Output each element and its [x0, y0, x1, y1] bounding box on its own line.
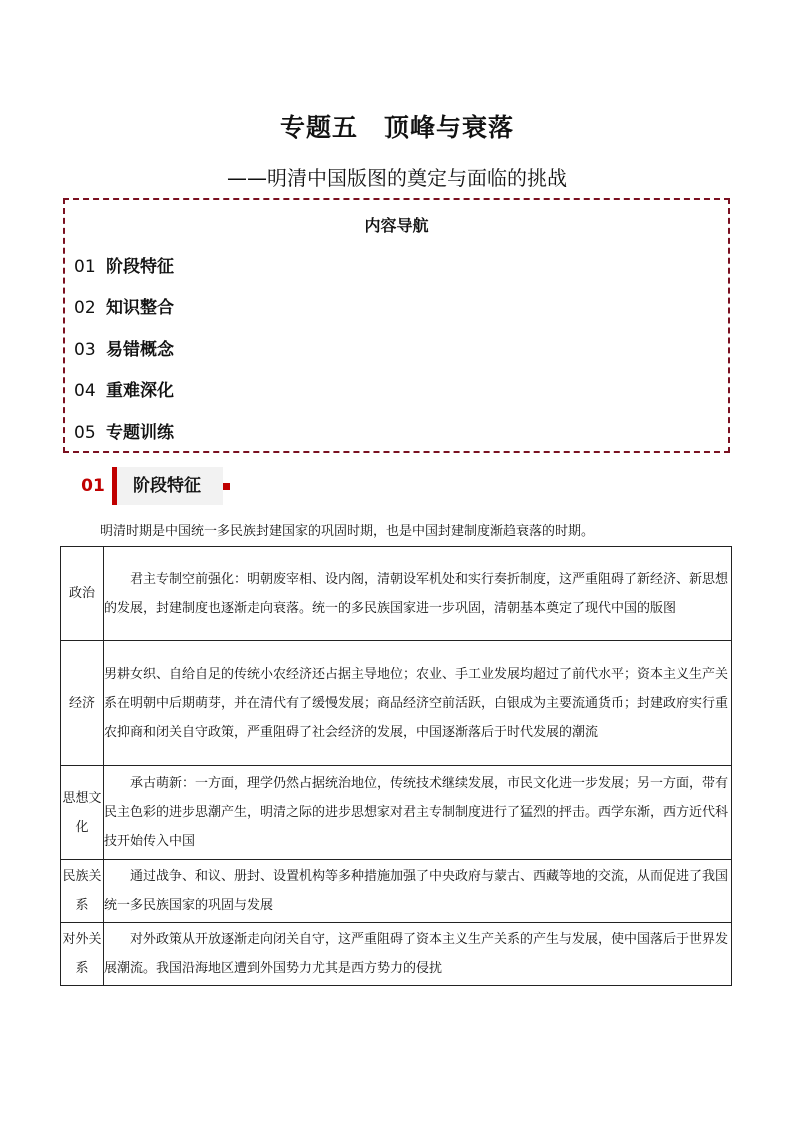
nav-item-2[interactable]	[74, 296, 174, 320]
nav-item-label: 阶段特征	[106, 257, 174, 277]
table-category-cell: 政治	[61, 547, 104, 641]
nav-item-number: 05	[74, 423, 96, 443]
table-category-cell: 思想文化	[61, 766, 104, 860]
square-bullet-icon	[223, 483, 230, 490]
table-category-cell: 经济	[61, 641, 104, 766]
nav-item-4[interactable]	[74, 379, 174, 403]
table-row	[61, 860, 732, 923]
table-category-cell: 对外关系	[61, 923, 104, 986]
nav-item-3[interactable]	[74, 338, 174, 362]
nav-item-number: 02	[74, 298, 96, 318]
page-title: 专题五 顶峰与衰落	[279, 113, 514, 142]
content-navigation-box	[63, 198, 730, 453]
page-subtitle: ——明清中国版图的奠定与面临的挑战	[227, 166, 567, 190]
section-heading	[74, 467, 234, 505]
stage-features-table	[60, 546, 732, 986]
nav-item-label: 重难深化	[106, 381, 174, 401]
nav-item-1[interactable]	[74, 255, 174, 279]
nav-item-label: 易错概念	[106, 340, 174, 360]
table-content-cell: 对外政策从开放逐渐走向闭关自守，这严重阻碍了资本主义生产关系的产生与发展，使中国落后于世界发展潮流。我国沿海地区遭到外国势力尤其是西方势力的侵扰	[104, 923, 732, 986]
table-content-cell: 男耕女织、自给自足的传统小农经济还占据主导地位；农业、手工业发展均超过了前代水平；资本主义生产关系在明朝中后期萌芽，并在清代有了缓慢发展；商品经济空前活跃，白银成为主要流通货币；封建政府实行重农抑商和闭关自守政策，严重阻碍了社会经济的发展，中国逐渐落后于时代发展的潮流	[104, 641, 732, 766]
nav-item-number: 01	[74, 257, 96, 277]
nav-item-5[interactable]	[74, 421, 174, 445]
table-content-cell: 君主专制空前强化：明朝废宰相、设内阁，清朝设军机处和实行奏折制度，这严重阻碍了新经济、新思想的发展，封建制度也逐渐走向衰落。统一的多民族国家进一步巩固，清朝基本奠定了现代中国的版图	[104, 547, 732, 641]
table-row	[61, 547, 732, 641]
nav-item-number: 04	[74, 381, 96, 401]
table-content-cell: 承古萌新：一方面，理学仍然占据统治地位，传统技术继续发展，市民文化进一步发展；另一方面，带有民主色彩的进步思潮产生，明清之际的进步思想家对君主专制制度进行了猛烈的抨击。西学东渐，西方近代科技开始传入中国	[104, 766, 732, 860]
table-row	[61, 923, 732, 986]
section-number: 01	[81, 476, 105, 496]
nav-item-label: 专题训练	[106, 423, 174, 443]
nav-item-label: 知识整合	[106, 298, 174, 318]
section-intro: 明清时期是中国统一多民族封建国家的巩固时期，也是中国封建制度渐趋衰落的时期。	[100, 524, 595, 539]
nav-item-number: 03	[74, 340, 96, 360]
table-content-cell: 通过战争、和议、册封、设置机构等多种措施加强了中央政府与蒙古、西藏等地的交流，从而促进了我国统一多民族国家的巩固与发展	[104, 860, 732, 923]
table-row	[61, 641, 732, 766]
table-row	[61, 766, 732, 860]
nav-title: 内容导航	[364, 216, 429, 235]
section-label: 阶段特征	[133, 476, 201, 496]
table-category-cell: 民族关系	[61, 860, 104, 923]
